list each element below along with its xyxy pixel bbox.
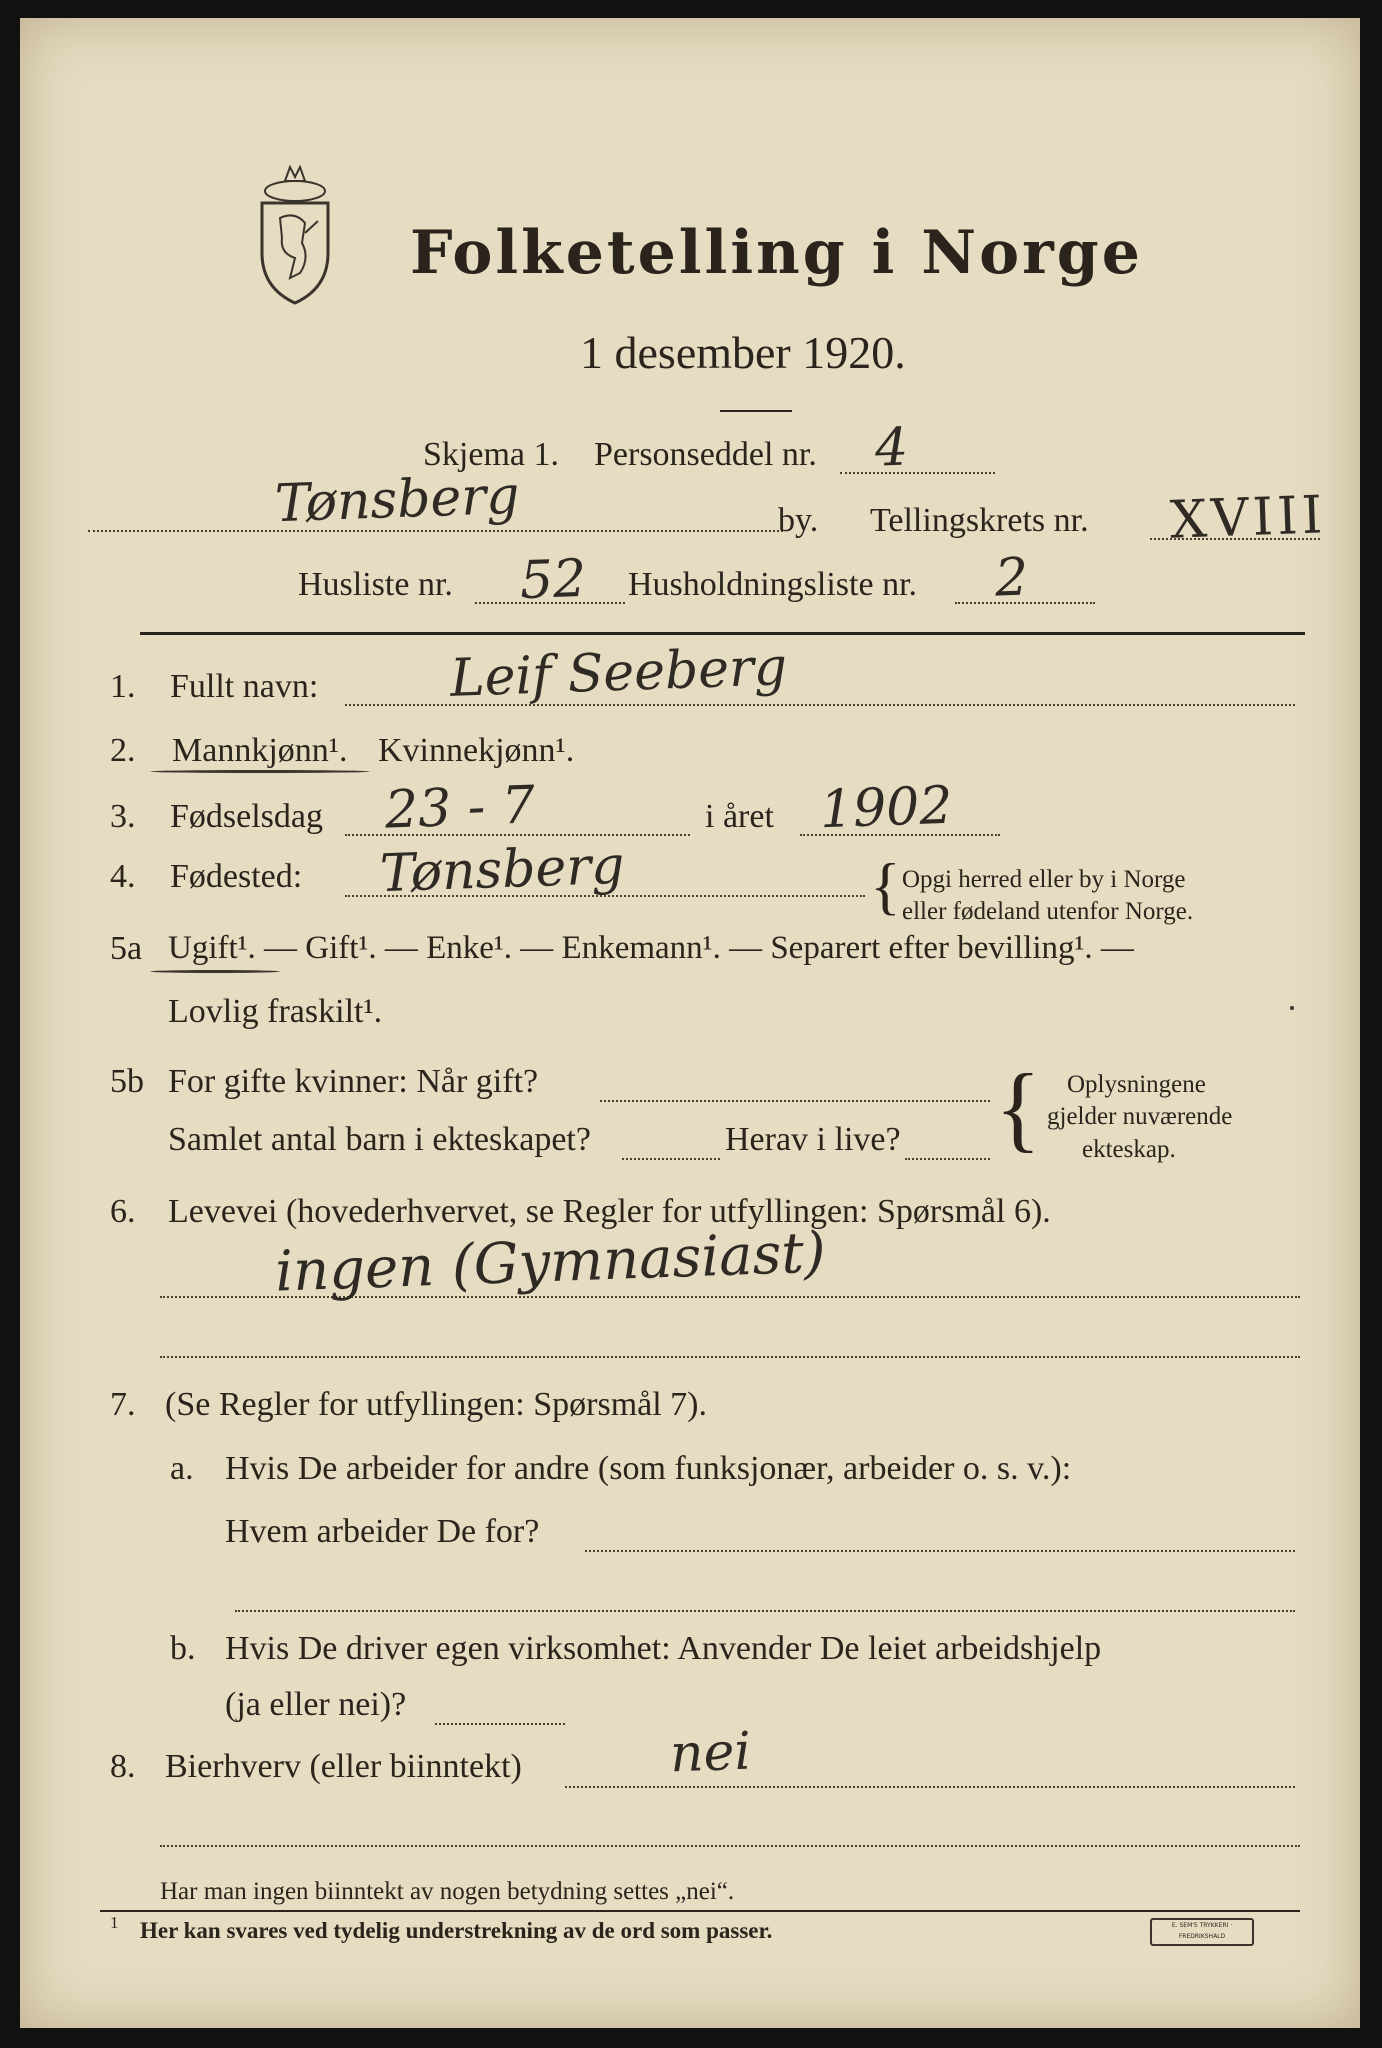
q7b-answer-line <box>435 1723 565 1725</box>
q2-number: 2. <box>110 732 136 769</box>
q7b-letter: b. <box>170 1630 196 1667</box>
q5b-note-line3: ekteskap. <box>1082 1136 1176 1163</box>
q5a-options-line2: Lovlig fraskilt¹. <box>168 993 383 1030</box>
q8-line <box>565 1786 1295 1788</box>
q8-label: Bierhverv (eller biinntekt) <box>165 1748 522 1785</box>
q1-value: Leif Seeberg <box>449 637 789 709</box>
q4-number: 4. <box>110 858 136 895</box>
by-value: Tønsberg <box>274 465 521 535</box>
husliste-label: Husliste nr. <box>298 566 453 603</box>
husholdning-label: Husholdningsliste nr. <box>628 566 918 603</box>
q5b-number: 5b <box>110 1063 144 1100</box>
q8-line2 <box>160 1845 1300 1847</box>
q7a-line2: Hvem arbeider De for? <box>225 1513 540 1550</box>
income-note: Har man ingen biinntekt av nogen betydning settes „nei“. <box>160 1878 735 1905</box>
q5b-children-label: Samlet antal barn i ekteskapet? <box>168 1121 591 1158</box>
q5b-brace: { <box>995 1054 1042 1161</box>
q7a-employer-line2 <box>235 1610 1295 1612</box>
form-title: Folketelling i Norge <box>410 218 1143 288</box>
q7a-letter: a. <box>170 1450 194 1487</box>
q5a-ugift-underline <box>150 970 280 973</box>
q5b-note-line1: Oplysningene <box>1067 1071 1206 1098</box>
q4-note-line2: eller fødeland utenfor Norge. <box>902 898 1194 925</box>
q5b-alive-line <box>905 1158 990 1160</box>
tellingskrets-value: XVIII <box>1169 485 1328 551</box>
q3-number: 3. <box>110 798 136 835</box>
footnote-text: Her kan svares ved tydelig understrekning av de ord som passer. <box>140 1918 773 1943</box>
q6-number: 6. <box>110 1193 136 1230</box>
q5a-number: 5a <box>110 930 143 967</box>
header-rule <box>140 632 1305 635</box>
q4-value: Tønsberg <box>379 835 626 905</box>
q6-label: Levevei (hovederhvervet, se Regler for utfyllingen: Spørsmål 6). <box>168 1193 1051 1230</box>
skjema-label: Skjema 1. <box>423 436 559 473</box>
personseddel-value: 4 <box>873 417 910 479</box>
footnote-rule <box>100 1910 1300 1912</box>
printer-stamp <box>1150 1918 1254 1946</box>
q7b-line2: (ja eller nei)? <box>225 1686 407 1723</box>
stray-dot <box>1290 1006 1294 1010</box>
q3-label: Fødselsdag <box>170 798 323 835</box>
footnote-mark: 1 <box>110 1913 119 1932</box>
q6-value: ingen (Gymnasiast) <box>274 1220 827 1305</box>
personseddel-label: Personseddel nr. <box>594 436 817 473</box>
husholdning-value: 2 <box>993 547 1030 609</box>
q4-note-line1: Opgi herred eller by i Norge <box>902 866 1186 893</box>
q7a-line1: Hvis De arbeider for andre (som funksjonær, arbeider o. s. v.): <box>225 1450 1072 1487</box>
q4-brace: { <box>870 850 901 921</box>
q7b-line1: Hvis De driver egen virksomhet: Anvender De leiet arbeidshjelp <box>225 1630 1102 1667</box>
q5b-alive-label: Herav i live? <box>725 1121 901 1158</box>
by-line <box>88 530 783 532</box>
q8-number: 8. <box>110 1748 136 1785</box>
tellingskrets-label: Tellingskrets nr. <box>870 502 1089 539</box>
q1-number: 1. <box>110 668 136 705</box>
q8-value: nei <box>668 1721 752 1785</box>
q4-label: Fødested: <box>170 858 303 895</box>
q6-line2 <box>160 1356 1300 1358</box>
q2-male-underline <box>150 770 370 773</box>
q5b-note-line2: gjelder nuværende <box>1047 1103 1233 1130</box>
personseddel-line <box>840 472 995 474</box>
q5b-when-line <box>600 1100 990 1102</box>
norway-coat-of-arms-icon <box>250 163 340 313</box>
census-form-page <box>20 18 1360 2028</box>
q3-year-value: 1902 <box>818 775 954 841</box>
q3-year-label: i året <box>705 798 774 835</box>
husliste-value: 52 <box>518 548 588 612</box>
q7-number: 7. <box>110 1386 136 1423</box>
q5a-options: Ugift¹. — Gift¹. — Enke¹. — Enkemann¹. — Separert efter bevilling¹. — <box>168 930 1134 966</box>
q2-option-female: Kvinnekjønn¹. <box>378 732 575 769</box>
q1-label: Fullt navn: <box>170 668 319 705</box>
title-divider <box>720 410 792 412</box>
q3-value: 23 - 7 <box>383 775 536 841</box>
printer-stamp-text: E. SEM'S TRYKKERI · FREDRIKSHALD <box>1171 1922 1233 1940</box>
q5b-children-line <box>622 1158 720 1160</box>
by-label: by. <box>778 502 819 539</box>
q5b-line1: For gifte kvinner: Når gift? <box>168 1063 539 1100</box>
q2-option-male: Mannkjønn¹. <box>172 732 348 769</box>
q7-label: (Se Regler for utfyllingen: Spørsmål 7). <box>165 1386 708 1423</box>
census-date: 1 desember 1920. <box>580 327 906 378</box>
q7a-employer-line <box>585 1550 1295 1552</box>
